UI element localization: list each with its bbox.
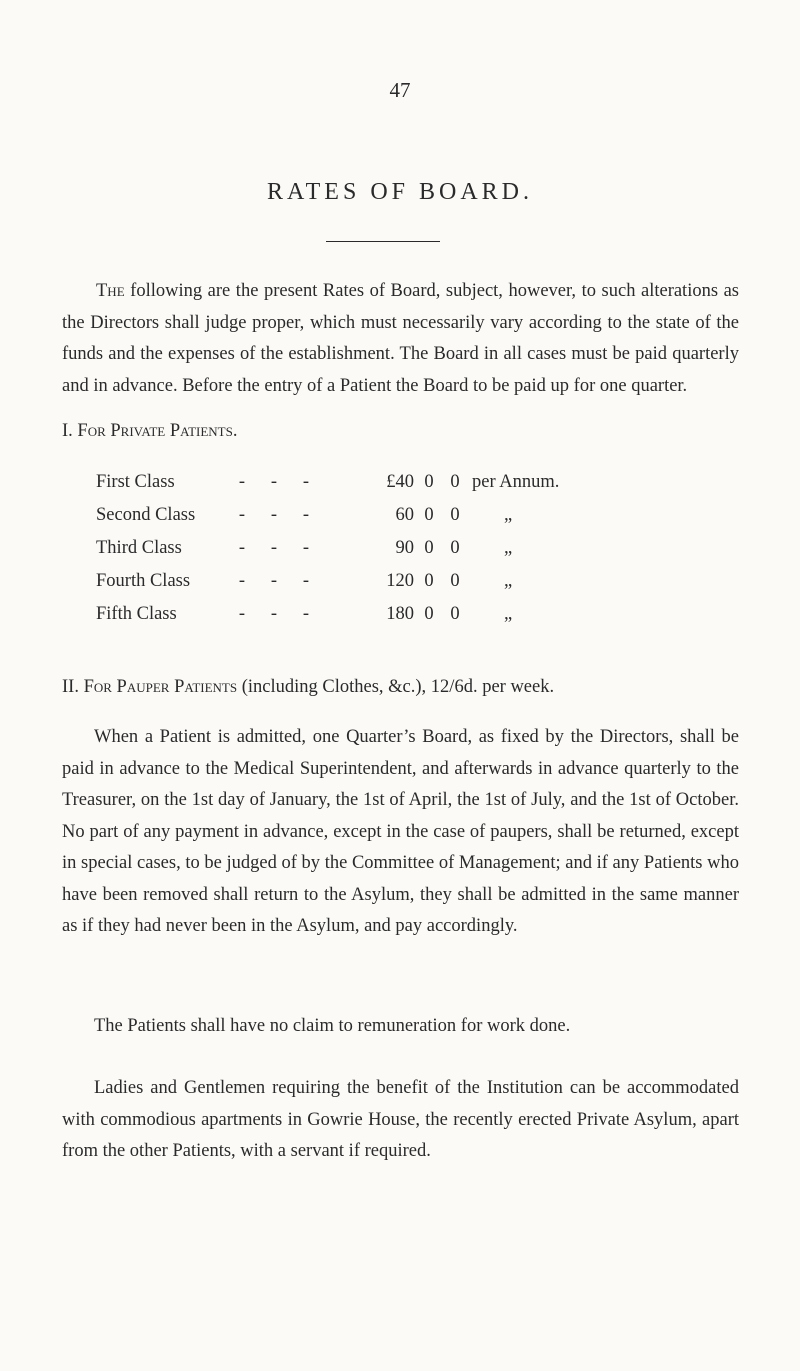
gowrie-house-paragraph: Ladies and Gentlemen requiring the benefit of the Institution can be accommodated with commodious apartments in Gowrie House, the recently erected Private Asylum, apart from the other Patients, with a servant if required. [62, 1078, 739, 1161]
pauper-heading-text: For Pauper Patients [83, 677, 238, 697]
rate-row [96, 565, 716, 598]
rate-pounds: 90 [395, 538, 414, 558]
rate-class: Second Class [96, 505, 196, 525]
rate-shillings: 0 [424, 604, 434, 624]
pauper-patients-heading [62, 674, 742, 700]
rate-unit-ditto: „ [504, 571, 513, 591]
intro-lead: The [96, 281, 125, 301]
rate-class: First Class [96, 472, 175, 492]
rate-pounds: 180 [386, 604, 414, 624]
rate-pounds: £40 [386, 472, 414, 492]
rate-unit-ditto: „ [504, 604, 513, 624]
rate-class: Third Class [96, 538, 182, 558]
leader-dash: - [238, 505, 246, 525]
intro-paragraph [62, 276, 739, 402]
leader-dash: - [238, 538, 246, 558]
rate-pence: 0 [450, 472, 460, 492]
leader-dash: - [270, 604, 278, 624]
rate-class: Fourth Class [96, 571, 191, 591]
leader-dash: - [302, 604, 310, 624]
rate-row [96, 598, 716, 631]
title-rule [326, 241, 440, 242]
rate-shillings: 0 [424, 472, 434, 492]
admission-paragraph: When a Patient is admitted, one Quarter’s Board, as fixed by the Directors, shall be paid in advance to the Medical Superintendent, and afterwards in advance quarterly to the Treasurer, on the 1st day of January, the 1st of April, the 1st of July, and the 1st of October. No part of any payment in advance, except in the case of paupers, shall be returned, except in special cases, to be judged of by the Committee of Management; and if any Patients who have been removed shall return to the Asylum, they shall be admitted in the same manner as if they had never been in the Asylum, and pay accordingly. [62, 727, 739, 936]
leader-dash: - [238, 472, 246, 492]
rate-pounds: 60 [395, 505, 414, 525]
leader-dash: - [302, 505, 310, 525]
leader-dash: - [270, 505, 278, 525]
rate-row [96, 532, 716, 565]
leader-dash: - [302, 571, 310, 591]
page-title: RATES OF BOARD. [266, 179, 534, 205]
rate-pence: 0 [450, 604, 460, 624]
rates-table [96, 466, 716, 631]
rate-row [96, 466, 716, 499]
leader-dash: - [238, 604, 246, 624]
leader-dash: - [270, 538, 278, 558]
rate-pence: 0 [450, 538, 460, 558]
pauper-heading-num: II. [62, 677, 79, 697]
private-heading-num: I. [62, 421, 73, 441]
intro-text: following are the present Rates of Board, subject, however, to such alterations as the Directors shall judge proper, which must necessarily vary according to the state of the funds and the expenses of the establishment. The Board in all cases must be paid quarterly and in advance. Before the entry of a Patient the Board to be paid up for one quarter. [62, 281, 739, 396]
leader-dash: - [270, 472, 278, 492]
pauper-heading-rest: (including Clothes, &c.), 12/6d. per week. [237, 677, 555, 697]
rate-pounds: 120 [386, 571, 414, 591]
rate-shillings: 0 [424, 571, 434, 591]
rate-shillings: 0 [424, 505, 434, 525]
private-heading-text: For Private Patients. [77, 421, 238, 441]
page-number: 47 [389, 78, 411, 102]
rate-shillings: 0 [424, 538, 434, 558]
leader-dash: - [270, 571, 278, 591]
leader-dash: - [302, 472, 310, 492]
rate-pence: 0 [450, 571, 460, 591]
rate-unit-ditto: „ [504, 505, 513, 525]
rate-unit-ditto: „ [504, 538, 513, 558]
remuneration-paragraph: The Patients shall have no claim to remuneration for work done. [94, 1016, 571, 1036]
rate-row [96, 499, 716, 532]
leader-dash: - [238, 571, 246, 591]
private-patients-heading [62, 418, 237, 444]
rate-unit: per Annum. [472, 472, 560, 492]
rate-class: Fifth Class [96, 604, 177, 624]
rate-pence: 0 [450, 505, 460, 525]
leader-dash: - [302, 538, 310, 558]
